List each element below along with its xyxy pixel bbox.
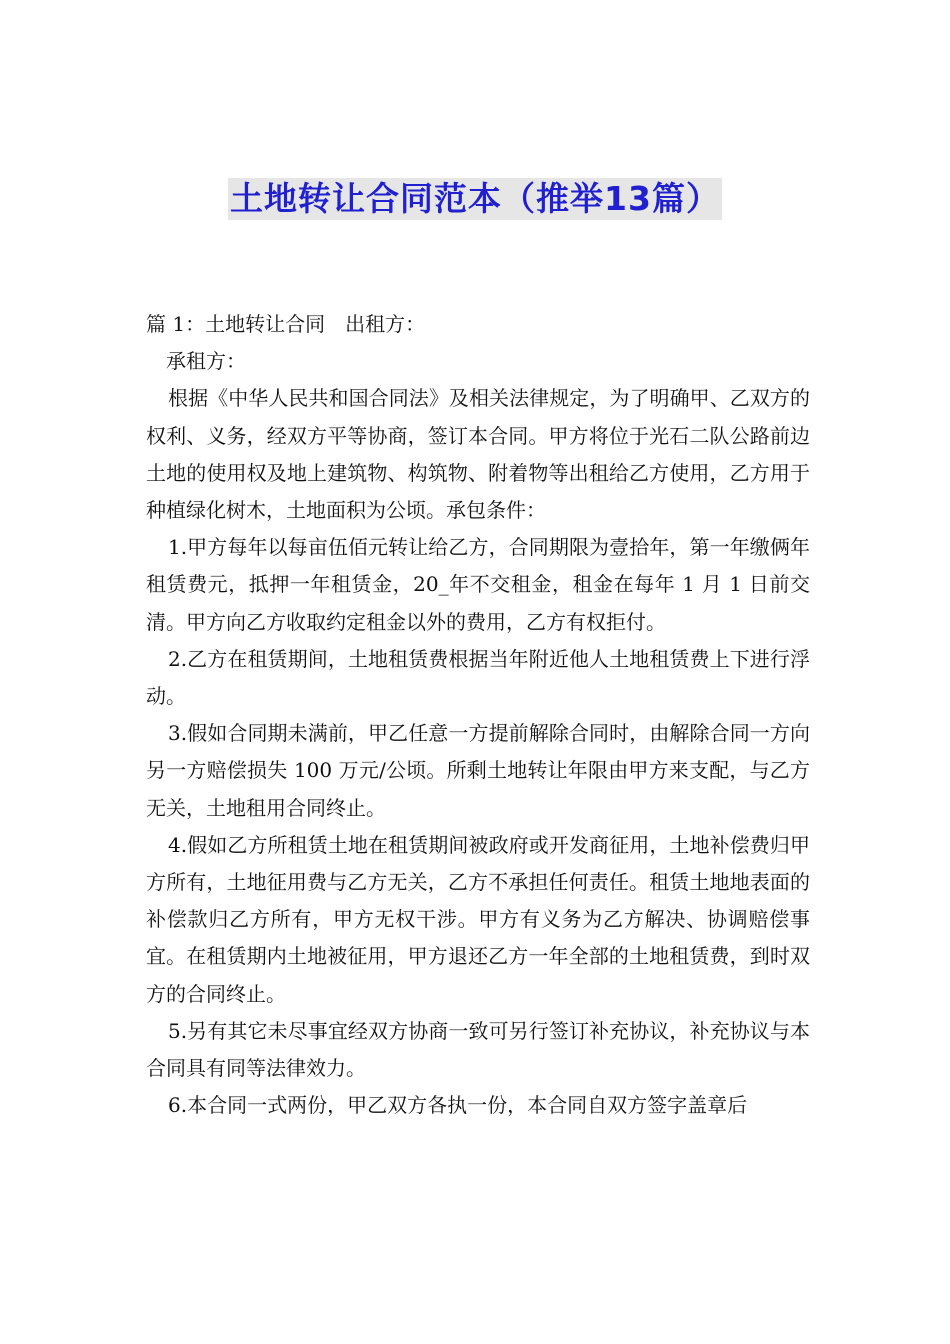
title-container <box>0 178 950 220</box>
document-title: 土地转让合同范本（推举13篇） <box>230 179 720 218</box>
paragraph-chapter-heading: 篇 1：土地转让合同 出租方： <box>146 312 426 336</box>
paragraph-clause-6: 6.本合同一式两份，甲乙双方各执一份，本合同自双方签字盖章后 <box>168 1093 748 1118</box>
paragraph-clause-4: 4.假如乙方所租赁土地在租赁期间被政府或开发商征用，土地补偿费归甲方所有，土地征用费与乙方无关，乙方不承担任何责任。租赁土地地表面的补偿款归乙方所有，甲方无权干涉。甲方有义务为乙方解决、协调赔偿事宜。在租赁期内土地被征用，甲方退还乙方一年全部的土地租赁费，到时双方的合同终止。 <box>146 832 810 1006</box>
paragraph-clause-3: 3.假如合同期未满前，甲乙任意一方提前解除合同时，由解除合同一方向另一方赔偿损失 100 万元/公顷。所剩土地转让年限由甲方来支配，与乙方无关，土地租用合同终止。 <box>146 721 810 820</box>
paragraph-lessee: 承租方： <box>166 349 246 374</box>
paragraph-preamble: 根据《中华人民共和国合同法》及相关法律规定，为了明确甲、乙双方的权利、义务，经双方平等协商，签订本合同。甲方将位于光石二队公路前边土地的使用权及地上建筑物、构筑物、附着物等出租给乙方使用，乙方用于种植绿化树木，土地面积为公顷。承包条件： <box>146 386 810 523</box>
paragraph-clause-2: 2.乙方在租赁期间，土地租赁费根据当年附近他人土地租赁费上下进行浮动。 <box>146 646 810 709</box>
paragraph-clause-1: 1.甲方每年以每亩伍佰元转让给乙方，合同期限为壹拾年，第一年缴俩年租赁费元，抵押一年租赁金，20_年不交租金，租金在每年 1 月 1 日前交清。甲方向乙方收取约定租金以外的费用，乙方有权拒付。 <box>146 535 810 634</box>
paragraph-clause-5: 5.另有其它未尽事宜经双方协商一致可另行签订补充协议，补充协议与本合同具有同等法律效力。 <box>146 1018 810 1081</box>
document-body <box>146 306 810 1124</box>
